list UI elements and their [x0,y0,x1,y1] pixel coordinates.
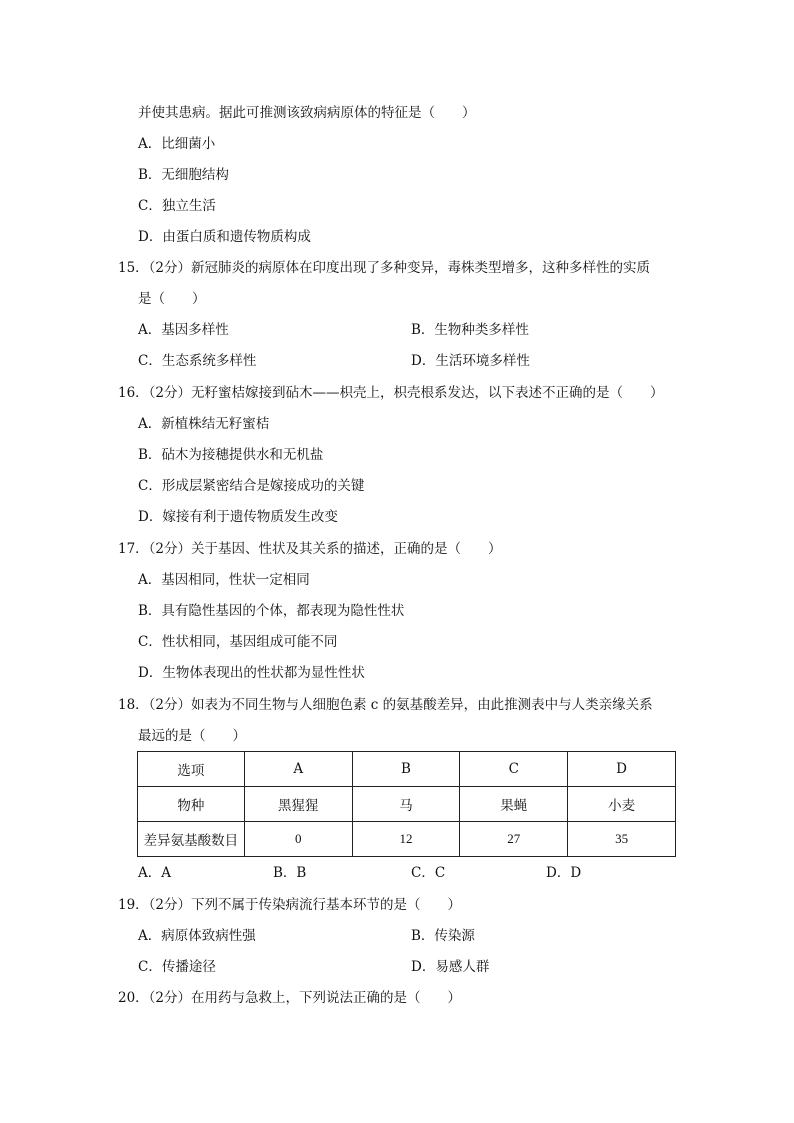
q19-stem: 19．（2分）下列不属于传染病流行基本环节的是（ ） [118,897,462,913]
q17-option-c: C．性状相同，基因组成可能不同 [138,634,338,650]
table-cell: 35 [568,822,676,857]
table-cell: 12 [352,822,460,857]
q19-option-a: A．病原体致病性强 [138,928,256,944]
q16-option-b: B．砧木为接穗提供水和无机盐 [138,447,324,463]
q15-stem-line2: 是（ ） [138,291,206,307]
q18-stem-line2: 最远的是（ ） [138,728,246,744]
table-cell: 27 [460,822,568,857]
q14-stem-continuation: 并使其患病。据此可推测该致病病原体的特征是（ ） [138,105,476,121]
q18-stem-line1: 18．（2分）如表为不同生物与人细胞色素 c 的氨基酸差异，由此推测表中与人类亲缘关系 [118,697,653,713]
table-cell: A [244,752,352,787]
table-cell: 选项 [138,752,245,787]
table-cell: 马 [352,787,460,822]
table-cell: 物种 [138,787,245,822]
q14-option-c: C．独立生活 [138,198,216,214]
q14-option-a: A．比细菌小 [138,136,216,152]
q18-option-b: B．B [273,865,307,881]
q17-option-a: A．基因相同，性状一定相同 [138,572,310,588]
table-cell: 果蝇 [460,787,568,822]
q16-stem: 16．（2分）无籽蜜桔嫁接到砧木——枳壳上，枳壳根系发达，以下表述不正确的是（ ） [118,385,664,401]
q20-stem: 20．（2分）在用药与急救上，下列说法正确的是（ ） [118,990,462,1006]
table-cell: 黑猩猩 [244,787,352,822]
q18-data-table [137,751,676,857]
table-cell: C [460,752,568,787]
table-cell: 差异氨基酸数目 [138,822,245,857]
q16-option-a: A．新植株结无籽蜜桔 [138,416,270,432]
q19-option-d: D．易感人群 [411,959,490,975]
q15-option-b: B．生物种类多样性 [411,322,529,338]
q19-option-c: C．传播途径 [138,959,216,975]
table-cell: D [568,752,676,787]
table-row-options [138,752,676,787]
q19-option-b: B．传染源 [411,928,475,944]
table-row-difference [138,822,676,857]
table-cell: B [352,752,460,787]
q16-option-c: C．形成层紧密结合是嫁接成功的关键 [138,478,365,494]
q15-option-c: C．生态系统多样性 [138,353,257,369]
q16-option-d: D．嫁接有利于遗传物质发生改变 [138,509,338,525]
q14-option-b: B．无细胞结构 [138,167,229,183]
q17-stem: 17．（2分）关于基因、性状及其关系的描述，正确的是（ ） [118,541,502,557]
q18-option-a: A．A [138,865,171,881]
q15-option-d: D．生活环境多样性 [411,353,530,369]
q17-option-d: D．生物体表现出的性状都为显性性状 [138,665,365,681]
q17-option-b: B．具有隐性基因的个体，都表现为隐性性状 [138,603,405,619]
q18-option-d: D．D [546,865,582,881]
q14-option-d: D．由蛋白质和遗传物质构成 [138,229,311,245]
table-cell: 0 [244,822,352,857]
table-cell: 小麦 [568,787,676,822]
q15-option-a: A．基因多样性 [138,322,229,338]
q18-option-c: C．C [411,865,446,881]
table-row-species [138,787,676,822]
q15-stem-line1: 15．（2分）新冠肺炎的病原体在印度出现了多种变异，毒株类型增多，这种多样性的实质 [118,260,651,276]
